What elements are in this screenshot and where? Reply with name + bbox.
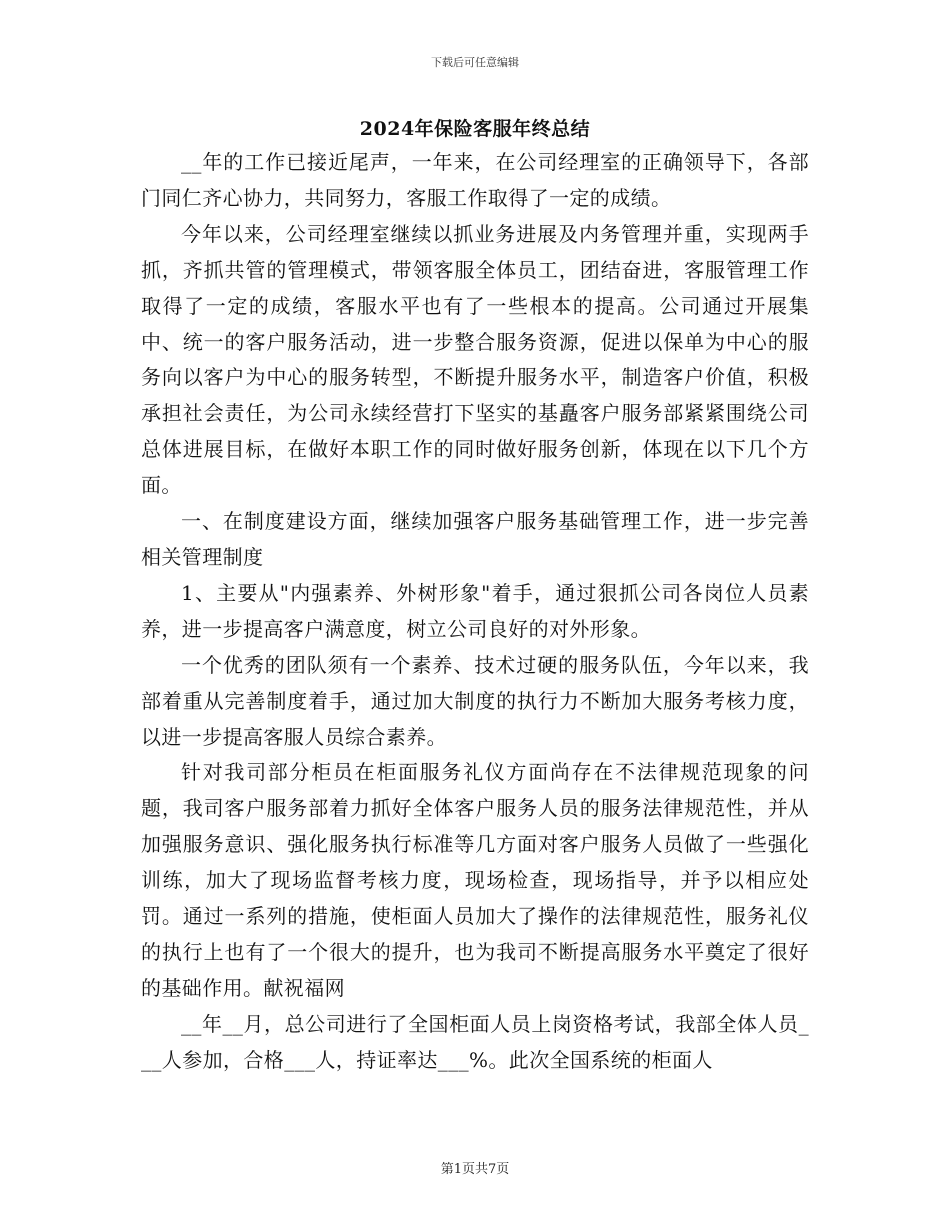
paragraph-5: 一个优秀的团队须有一个素养、技术过硬的服务队伍，今年以来，我部着重从完善制度着手，通过加大制度的执行力不断加大服务考核力度，以进一步提高客服人员综合素养。 xyxy=(141,652,809,749)
paragraph-1: __年的工作已接近尾声，一年来，在公司经理室的正确领导下，各部门同仁齐心协力，共同努力，客服工作取得了一定的成绩。 xyxy=(141,150,809,210)
document-title: 2024年保险客服年终总结 xyxy=(359,118,591,140)
paragraph-6: 针对我司部分柜员在柜面服务礼仪方面尚存在不法律规范现象的问题，我司客户服务部着力抓好全体客户服务人员的服务法律规范性，并从加强服务意识、强化服务执行标准等几方面对客户服务人员做了一些强化训练，加大了现场监督考核力度，现场检查，现场指导，并予以相应处罚。通过一系列的措施，使柜面人员加大了操作的法律规范性，服务礼仪的执行上也有了一个很大的提升，也为我司不断提高服务水平奠定了很好的基础作用。献祝福网 xyxy=(141,760,809,1000)
paragraph-2: 今年以来，公司经理室继续以抓业务进展及内务管理并重，实现两手抓，齐抓共管的管理模式，带领客服全体员工，团结奋进，客服管理工作取得了一定的成绩，客服水平也有了一些根本的提高。公司通过开展集中、统一的客户服务活动，进一步整合服务资源，促进以保单为中心的服务向以客户为中心的服务转型，不断提升服务水平，制造客户价值，积极承担社会责任，为公司永续经营打下坚实的基矗客户服务部紧紧围绕公司总体进展目标，在做好本职工作的同时做好服务创新，体现在以下几个方面。 xyxy=(141,221,809,498)
document-body xyxy=(141,145,809,1079)
header-note: 下载后可任意编辑 xyxy=(431,56,519,69)
paragraph-7: __年__月，总公司进行了全国柜面人员上岗资格考试，我部全体人员___人参加，合格___人，持证率达___%。此次全国系统的柜面人 xyxy=(141,1011,809,1072)
page-number: 第1页共7页 xyxy=(440,1162,510,1177)
paragraph-3: 一、在制度建设方面，继续加强客户服务基础管理工作，进一步完善相关管理制度 xyxy=(141,509,809,569)
paragraph-4: 1、主要从"内强素养、外树形象"着手，通过狠抓公司各岗位人员素养，进一步提高客户满意度，树立公司良好的对外形象。 xyxy=(141,580,809,641)
